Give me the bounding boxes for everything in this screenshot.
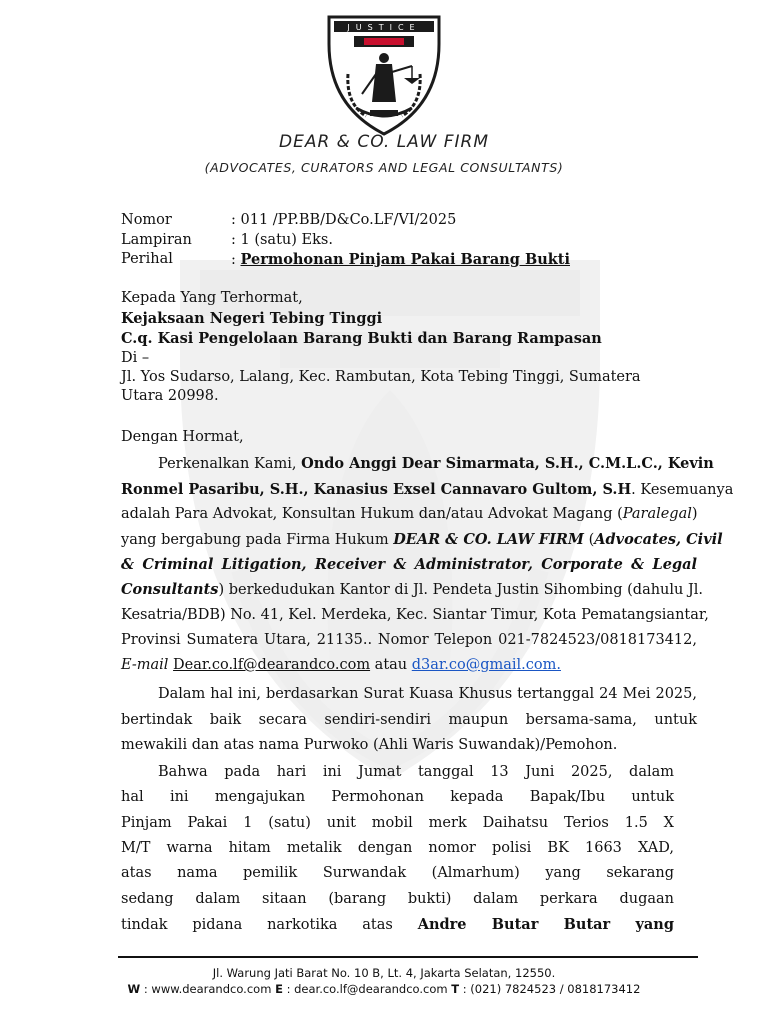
para1-line	[158, 455, 714, 472]
para1-line: Provinsi Sumatera Utara, 21135.. Nomor Telepon 021-7824523/0818173412,	[121, 632, 697, 648]
footer-label: T	[451, 982, 460, 996]
para3-line: hal ini mengajukan Permohonan kepada Bapak/Ibu untuk	[121, 789, 674, 805]
text-run: yang bergabung pada Firma Hukum	[121, 532, 394, 548]
footer-contacts	[0, 982, 768, 996]
meta-value: : 1 (satu) Eks.	[231, 232, 333, 248]
recipient-address-line1: Jl. Yos Sudarso, Lalang, Kec. Rambutan, Kota Tebing Tinggi, Sumatera	[121, 369, 641, 385]
salutation: Dengan Hormat,	[121, 429, 244, 445]
para3-line: M/T warna hitam metalik dengan nomor polisi BK 1663 XAD,	[121, 840, 674, 856]
text-run: . Kesemuanya	[631, 482, 734, 498]
subject-text: Permohonan Pinjam Pakai Barang Bukti	[240, 251, 570, 268]
firm-subtitle: (ADVOCATES, CURATORS AND LEGAL CONSULTANTS)	[204, 160, 564, 175]
para1-line	[121, 581, 704, 598]
para3-line: atas nama pemilik Surwandak (Almarhum) yang sekarang	[121, 865, 674, 881]
firm-name-inline: DEAR & CO. LAW FIRM	[393, 531, 584, 548]
text-run: (	[583, 532, 595, 548]
meta-label: Perihal	[121, 251, 173, 267]
text-run: Paralegal	[622, 506, 692, 522]
footer-label: W	[127, 982, 141, 996]
text-run: Consultants	[121, 581, 219, 598]
names-text: Andre Butar Butar yang	[417, 916, 674, 933]
para3-line: sedang dalam sitaan (barang bukti) dalam perkara dugaan	[121, 891, 674, 907]
names-text: Ondo Anggi Dear Simarmata, S.H., C.M.L.C., Kevin	[301, 455, 714, 472]
meta-value: : 011 /PP.BB/D&Co.LF/VI/2025	[231, 212, 457, 228]
text-run: atau	[370, 657, 412, 673]
para2-line: bertindak baik secara sendiri-sendiri maupun bersama-sama, untuk	[121, 712, 697, 728]
text-run: ) berkedudukan Kantor di Jl. Pendeta Justin Sihombing (dahulu Jl.	[218, 582, 704, 598]
para1-line	[121, 481, 734, 498]
email-link[interactable]: Dear.co.lf@dearandco.com	[173, 657, 371, 673]
para3-line	[121, 916, 674, 933]
email-link[interactable]: d3ar.co@gmail.com.	[411, 657, 561, 673]
names-text: Ronmel Pasaribu, S.H., Kanasius Exsel Cannavaro Gultom, S.H	[121, 481, 632, 498]
recipient-attention: C.q. Kasi Pengelolaan Barang Bukti dan Barang Rampasan	[121, 330, 602, 347]
footer-divider	[118, 956, 698, 958]
para1-line: Kesatria/BDB) No. 41, Kel. Merdeka, Kec. Siantar Timur, Kota Pematangsiantar,	[121, 607, 709, 623]
text-run: E-mail	[121, 657, 174, 673]
meta-value	[231, 251, 570, 268]
para3-line: Pinjam Pakai 1 (satu) unit mobil merk Daihatsu Terios 1.5 X	[121, 815, 674, 831]
para1-line	[121, 657, 697, 673]
recipient-di: Di –	[121, 350, 150, 366]
text-run: Perkenalkan Kami,	[158, 456, 302, 472]
footer-website: : www.dearandco.com	[140, 982, 276, 996]
text-run: )	[691, 506, 698, 522]
firm-logo-icon	[326, 14, 442, 136]
meta-label: Lampiran	[121, 232, 192, 248]
para1-line: & Criminal Litigation, Receiver & Administrator, Corporate & Legal	[121, 556, 697, 573]
text-run: tindak pidana narkotika atas	[121, 917, 418, 933]
logo-banner-text: JUSTICE	[347, 23, 421, 32]
meta-label: Nomor	[121, 212, 172, 228]
recipient-institution: Kejaksaan Negeri Tebing Tinggi	[121, 310, 383, 327]
para2-line: Dalam hal ini, berdasarkan Surat Kuasa Khusus tertanggal 24 Mei 2025,	[158, 686, 697, 702]
text-run: adalah Para Advokat, Konsultan Hukum dan/atau Advokat Magang (	[121, 506, 623, 522]
recipient-address-line2: Utara 20998.	[121, 388, 219, 404]
para1-line	[121, 531, 723, 548]
meta-colon: :	[231, 252, 241, 268]
para2-line: mewakili dan atas nama Purwoko (Ahli Waris Suwandak)/Pemohon.	[121, 737, 618, 753]
text-run: Advocates, Civil	[594, 531, 723, 548]
para1-line	[121, 506, 697, 522]
footer-label: E	[275, 982, 283, 996]
para3-line: Bahwa pada hari ini Jumat tanggal 13 Juni 2025, dalam	[158, 764, 674, 780]
footer-address: Jl. Warung Jati Barat No. 10 B, Lt. 4, Jakarta Selatan, 12550.	[212, 966, 556, 980]
recipient-greeting: Kepada Yang Terhormat,	[121, 290, 303, 306]
footer-phone: : (021) 7824523 / 0818173412	[459, 982, 641, 996]
firm-name: DEAR & CO. LAW FIRM	[279, 132, 489, 152]
footer-email: : dear.co.lf@dearandco.com	[282, 982, 452, 996]
